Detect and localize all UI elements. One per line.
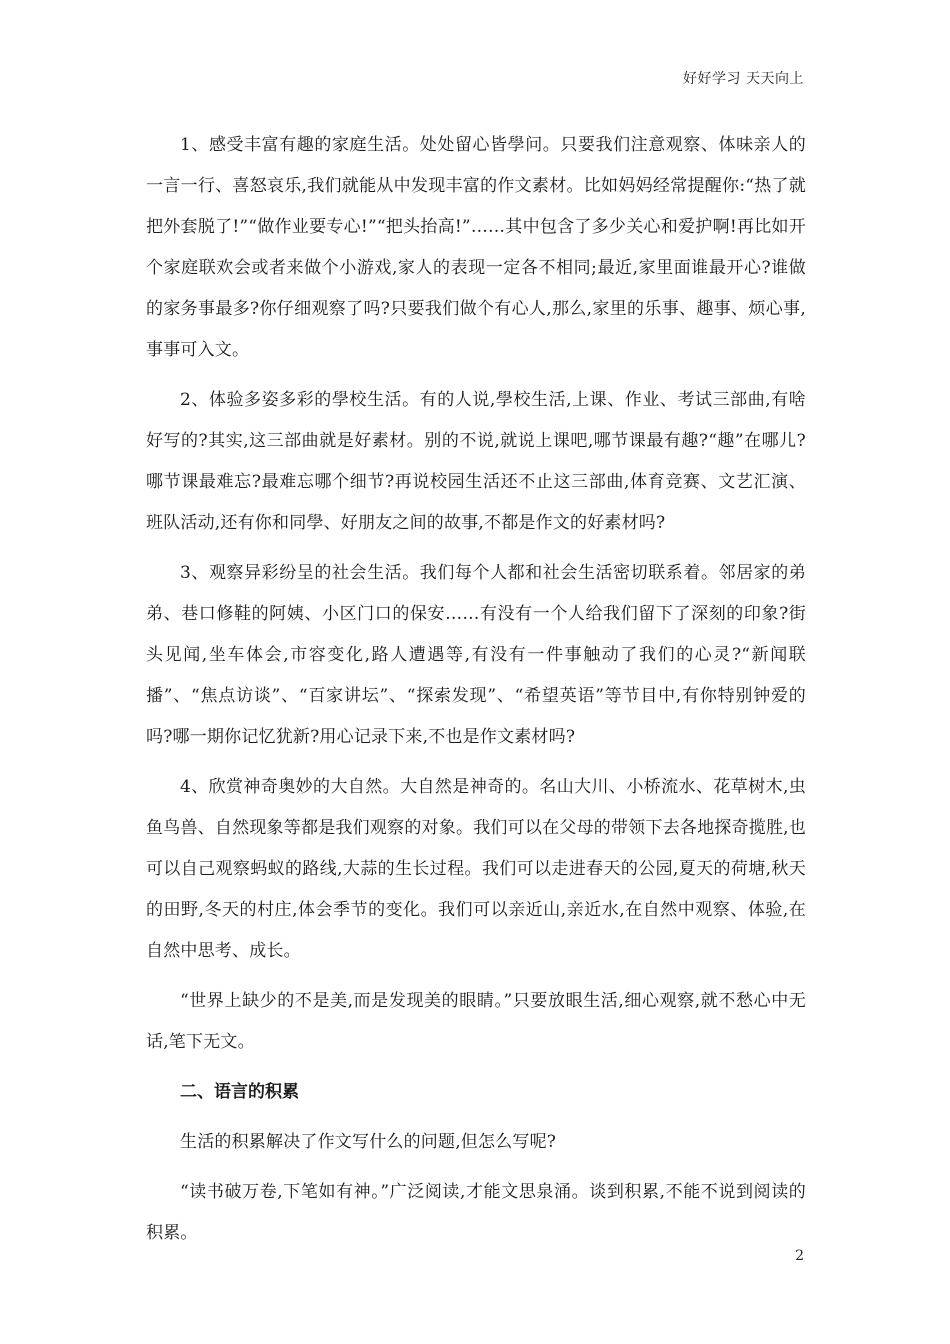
paragraph-how-to-write: 生活的积累解决了作文写什么的问题,但怎么写呢? bbox=[180, 1132, 557, 1152]
paragraph-quote-beauty: “世界上缺少的不是美,而是发现美的眼睛。”只要放眼生活,细心观察,就不愁心中无话,笔下无文。 bbox=[146, 991, 806, 1052]
paragraph-family-life: 1、感受丰富有趣的家庭生活。处处留心皆學问。只要我们注意观察、体味亲人的一言一行、喜怒哀乐,我们就能从中发现丰富的作文素材。比如妈妈经常提醒你:“热了就把外套脱了!”“做作业要专心!”“把头抬高!”……其中包含了多少关心和爱护啊!再比如开个家庭联欢会或者来做个小游戏,家人的表现一定各不相同;最近,家里面谁最开心?谁做的家务事最多?你仔细观察了吗?只要我们做个有心人,那么,家里的乐事、趣事、烦心事,事事可入文。 bbox=[146, 135, 806, 360]
paragraph-social-life: 3、观察异彩纷呈的社会生活。我们每个人都和社会生活密切联系着。邻居家的弟弟、巷口修鞋的阿姨、小区门口的保安……有没有一个人给我们留下了深刻的印象?街头见闻,坐车体会,市容变化,路人遭遇等,有没有一件事触动了我们的心灵?“新闻联播”、“焦点访谈”、“百家讲坛”、“探索发现”、“希望英语”等节目中,有你特别钟爱的吗?哪一期你记忆犹新?用心记录下来,不也是作文素材吗? bbox=[146, 563, 807, 747]
page-number: 2 bbox=[795, 1248, 804, 1264]
document-body bbox=[146, 125, 806, 1263]
paragraph-nature: 4、欣赏神奇奥妙的大自然。大自然是神奇的。名山大川、小桥流水、花草树木,虫鱼鸟兽、自然现象等都是我们观察的对象。我们可以在父母的带领下去各地探奇揽胜,也可以自己观察蚂蚁的路线,大蒜的生长过程。我们可以走进春天的公园,夏天的荷塘,秋天的田野,冬天的村庄,体会季节的变化。我们可以亲近山,亲近水,在自然中观察、体验,在自然中思考、成长。 bbox=[146, 777, 806, 961]
section-title-language: 二、语言的积累 bbox=[180, 1082, 299, 1102]
paragraph-reading: “读书破万卷,下笔如有神。”广泛阅读,才能文思泉涌。谈到积累,不能不说到阅读的积累。 bbox=[146, 1182, 806, 1243]
page-header: 好好学习 天天向上 bbox=[683, 71, 804, 87]
paragraph-school-life: 2、体验多姿多彩的學校生活。有的人说,學校生活,上课、作业、考试三部曲,有啥好写的?其实,这三部曲就是好素材。别的不说,就说上课吧,哪节课最有趣?“趣”在哪儿?哪节课最难忘?最难忘哪个细节?再说校园生活还不止这三部曲,体育竞赛、文艺汇演、班队活动,还有你和同學、好朋友之间的故事,不都是作文的好素材吗? bbox=[146, 390, 806, 533]
